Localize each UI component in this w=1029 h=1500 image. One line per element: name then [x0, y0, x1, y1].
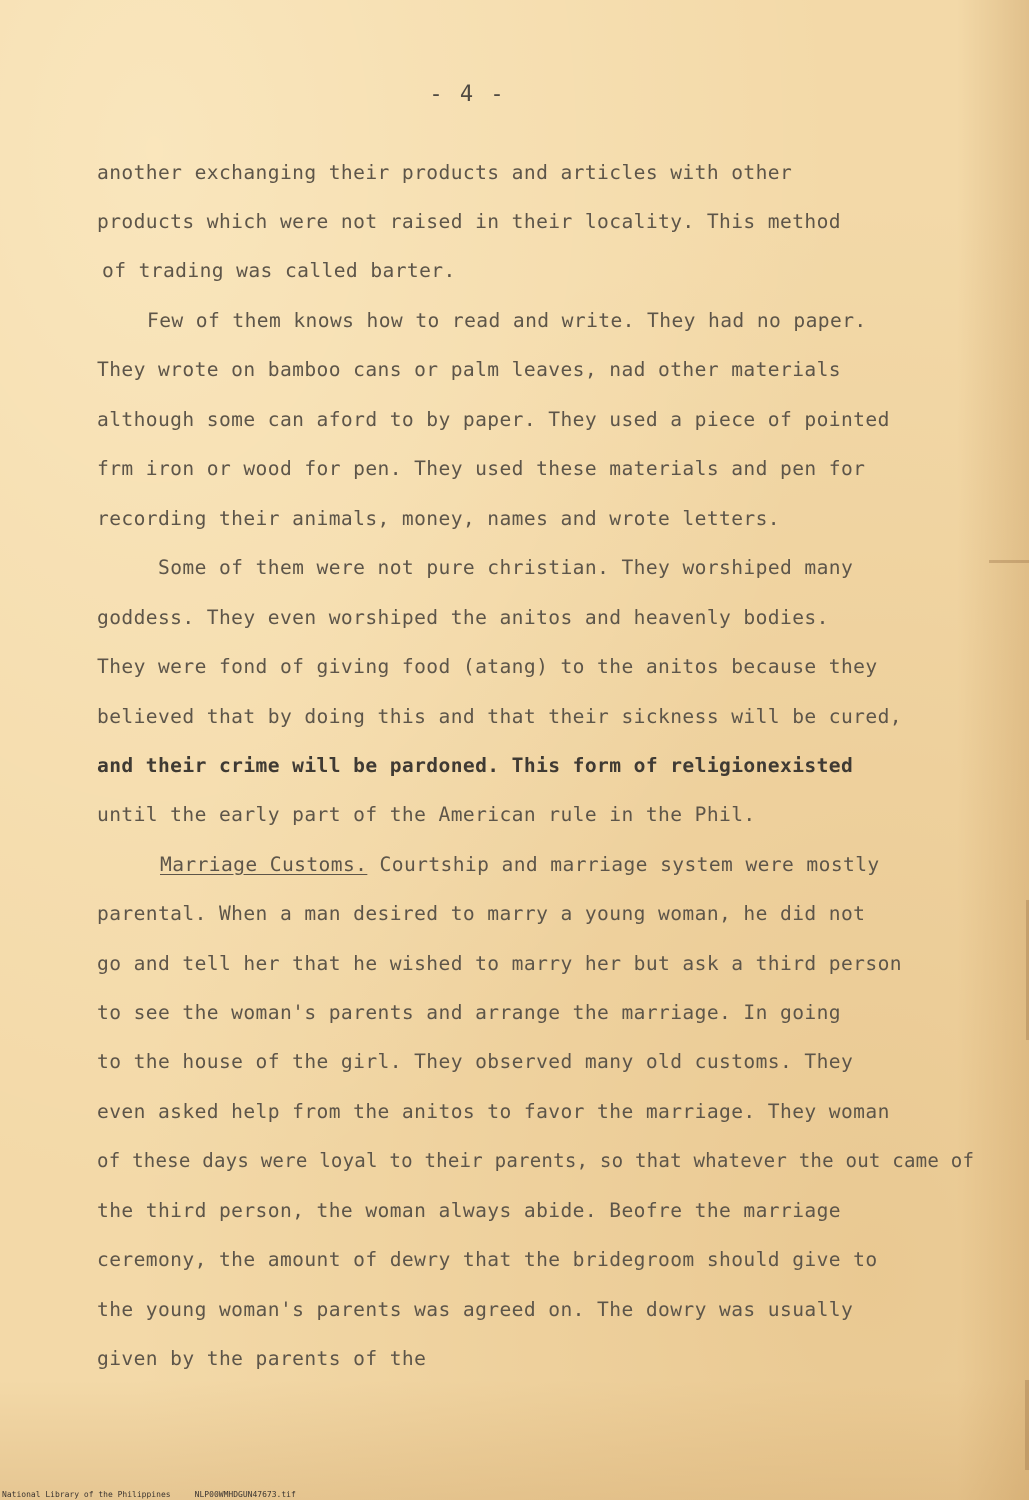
- text-line: to see the woman's parents and arrange the marriage. In going: [97, 1001, 841, 1024]
- text-line: recording their animals, money, names and wrote letters.: [97, 507, 780, 530]
- text-line: They wrote on bamboo cans or palm leaves, nad other materials: [97, 358, 841, 381]
- paper-edge-mark: [989, 560, 1029, 563]
- text-line: the young woman's parents was agreed on. The dowry was usually: [97, 1298, 854, 1321]
- text-line: Courtship and marriage system were mostly: [379, 853, 880, 876]
- text-line: although some can aford to by paper. They used a piece of pointed: [97, 408, 890, 431]
- library-name: National Library of the Philippines: [2, 1490, 171, 1499]
- text-line: another exchanging their products and articles with other: [97, 161, 793, 184]
- file-name: NLP00WMHDGUN47673.tif: [194, 1490, 296, 1499]
- text-line: believed that by doing this and that their sickness will be cured,: [97, 705, 902, 728]
- text-line: of trading was called barter.: [102, 259, 456, 282]
- text-line: to the house of the girl. They observed many old customs. They: [97, 1050, 854, 1073]
- text-line: parental. When a man desired to marry a young woman, he did not: [97, 902, 866, 925]
- archive-footer: [2, 1490, 296, 1499]
- text-line: go and tell her that he wished to marry her but ask a third person: [97, 952, 902, 975]
- marriage-paragraph-first-line: [160, 852, 880, 878]
- text-line: Some of them were not pure christian. They worshiped many: [158, 556, 854, 579]
- marriage-customs-heading: Marriage Customs.: [160, 853, 368, 876]
- text-line: products which were not raised in their locality. This method: [97, 210, 841, 233]
- paper-edge-mark: [1025, 1380, 1029, 1470]
- text-line: goddess. They even worshiped the anitos and heavenly bodies.: [97, 606, 829, 629]
- text-line: given by the parents of the: [97, 1347, 427, 1370]
- text-line: and their crime will be pardoned. This form of religionexisted: [97, 754, 854, 777]
- page-number: - 4 -: [429, 82, 506, 107]
- text-line: until the early part of the American rule in the Phil.: [97, 803, 756, 826]
- text-line: frm iron or wood for pen. They used these materials and pen for: [97, 457, 866, 480]
- text-line: the third person, the woman always abide. Beofre the marriage: [97, 1199, 841, 1222]
- text-line: ceremony, the amount of dewry that the bridegroom should give to: [97, 1248, 878, 1271]
- text-line: Few of them knows how to read and write. They had no paper.: [147, 309, 867, 332]
- text-line: They were fond of giving food (atang) to the anitos because they: [97, 655, 878, 678]
- text-line: of these days were loyal to their parents, so that whatever the out came of: [97, 1149, 975, 1172]
- text-line: even asked help from the anitos to favor the marriage. They woman: [97, 1100, 890, 1123]
